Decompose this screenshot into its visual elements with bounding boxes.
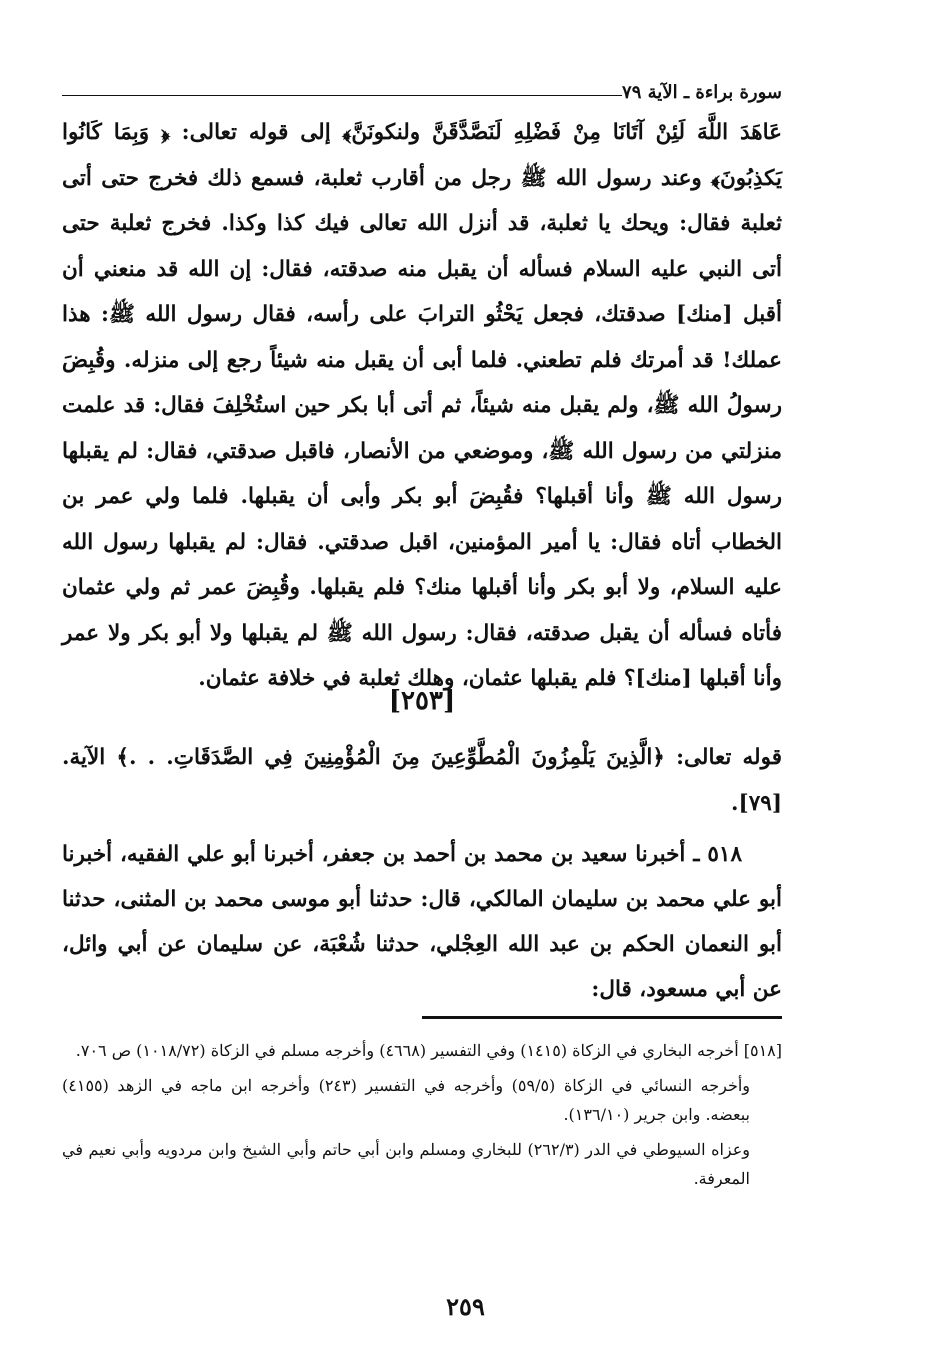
quran-quote-block [62, 735, 782, 827]
main-text [62, 110, 782, 702]
section-number: [٢٥٣] [388, 686, 456, 716]
header-title: سورة براءة ـ الآية ٧٩ [622, 82, 782, 103]
header-rule [62, 95, 622, 96]
hadith-block [62, 832, 782, 1012]
footnote-2: وأخرجه النسائي في الزكاة (٥٩/٥) وأخرجه في التفسير (٢٤٣) وأخرجه ابن ماجه في الزهد (٤١٥٥) ببعضه. وابن جرير (١٣٦/١٠). [62, 1076, 751, 1124]
running-header [62, 82, 782, 108]
quran-quote: قوله تعالى: ﴿الَّذِينَ يَلْمِزُونَ الْمُطَّوِّعِينَ مِنَ الْمُؤْمِنِينَ فِي الصَّدَقَاتِ. . .﴾ الآية. [٧٩]. [62, 745, 782, 816]
footnote-3: وعزاه السيوطي في الدر (٢٦٢/٣) للبخاري ومسلم وابن أبي حاتم وأبي الشيخ وابن مردويه وأبي نعيم في المعرفة. [62, 1140, 750, 1188]
footnotes [62, 1036, 782, 1199]
footnote-separator [422, 1016, 782, 1019]
hadith-text: ٥١٨ ـ أخبرنا سعيد بن محمد بن أحمد بن جعفر، أخبرنا أبو علي الفقيه، أخبرنا أبو علي محمد بن سليمان المالكي، قال: حدثنا أبو موسى محمد بن المثنى، حدثنا أبو النعمان الحكم بن عبد الله العِجْلي، حدثنا شُعْبَة، عن سليمان عن أبي وائل، عن أبي مسعود، قال: [62, 842, 782, 1002]
footnote-1: [٥١٨] أخرجه البخاري في الزكاة (١٤١٥) وفي التفسير (٤٦٦٨) وأخرجه مسلم في الزكاة (١٠١٨/٧٢) ص ٧٠٦. [75, 1041, 782, 1060]
page-number: ٢٥٩ [446, 1292, 485, 1321]
body-paragraph: عَاهَدَ اللَّهَ لَئِنْ آتَانَا مِنْ فَضْلِهِ لَنَصَّدَّقَنَّ ولنكونَنَّ﴾ إلى قوله تعالى: ﴿ وَبِمَا كَانُوا يَكذِبُونَ﴾ وعند رسول الله ﷺ رجل من أقارب ثعلبة، فسمع ذلك فخرج حتى أتى ثعلبة فقال: ويحك يا ثعلبة، قد أنزل الله تعالى فيك كذا وكذا. فخرج ثعلبة حتى أتى النبي عليه السلام فسأله أن يقبل منه صدقته، فقال: إن الله قد منعني أن أقبل [منك] صدقتك، فجعل يَحْثُو الترابَ على رأسه، فقال رسول الله ﷺ: هذا عملك! قد أمرتك فلم تطعني. فلما أبى أن يقبل منه شيئاً رجع إلى منزله. وقُبِضَ رسولُ الله ﷺ، ولم يقبل منه شيئاً، ثم أتى أبا بكر حين استُخْلِفَ فقال: قد علمت منزلتي من رسول الله ﷺ، وموضعي من الأنصار، فاقبل صدقتي، فقال: لم يقبلها رسول الله ﷺ وأنا أقبلها؟ فقُبِضَ أبو بكر وأبى أن يقبلها. فلما ولي عمر بن الخطاب أتاه فقال: يا أمير المؤمنين، اقبل صدقتي. فقال: لم يقبلها رسول الله عليه السلام، ولا أبو بكر وأنا أقبلها منك؟ فلم يقبلها. وقُبِضَ عمر ثم ولي عثمان فأتاه فسأله أن يقبل صدقته، فقال: رسول الله ﷺ لم يقبلها ولا أبو بكر ولا عمر وأنا أقبلها [منك]؟ فلم يقبلها عثمان، وهلك ثعلبة في خلافة عثمان. [62, 120, 782, 691]
